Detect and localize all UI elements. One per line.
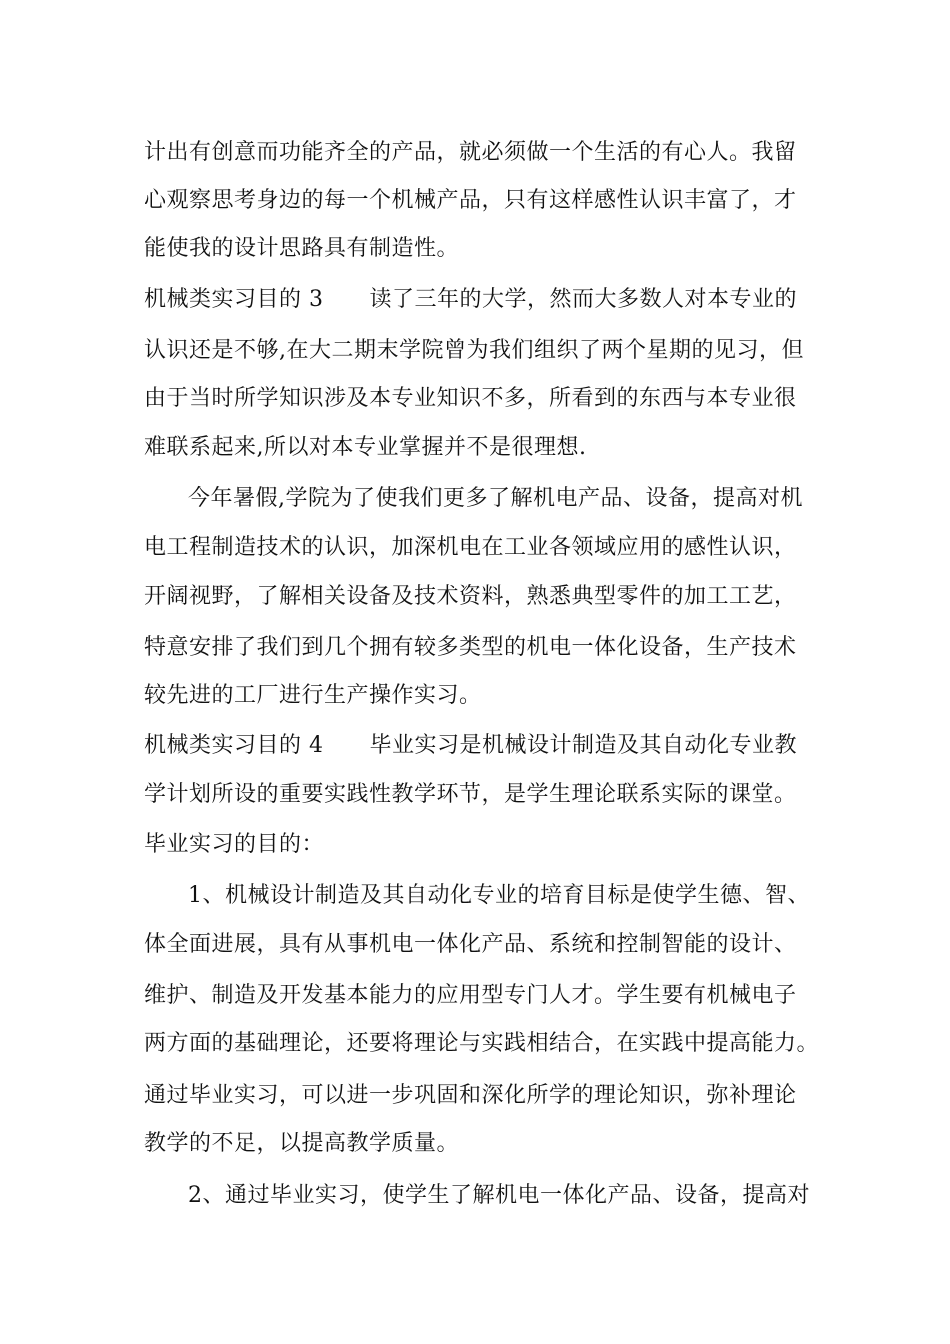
- section-heading-4: 机械类实习目的 4: [144, 733, 324, 758]
- text-line: 心观察思考身边的每一个机械产品，只有这样感性认识丰富了，才: [144, 188, 797, 213]
- text-line: 通过毕业实习，可以进一步巩固和深化所学的理论知识，弥补理论: [144, 1083, 797, 1108]
- text-line: 体全面进展，具有从事机电一体化产品、系统和控制智能的设计、: [144, 932, 797, 957]
- text-line: 认识还是不够,在大二期末学院曾为我们组织了两个星期的见习，但: [144, 338, 804, 363]
- text-line: 学计划所设的重要实践性教学环节，是学生理论联系实际的课堂。: [144, 782, 797, 807]
- text-line: 毕业实习是机械设计制造及其自动化专业教: [369, 733, 798, 758]
- text-line: 今年暑假,学院为了使我们更多了解机电产品、设备，提高对机: [188, 486, 803, 511]
- text-line: 1、机械设计制造及其自动化专业的培育目标是使学生德、智、: [188, 883, 810, 908]
- text-line: 电工程制造技术的认识，加深机电在工业各领域应用的感性认识，: [144, 535, 797, 560]
- text-line: 毕业实习的目的：: [144, 832, 325, 857]
- section-line-4: [144, 731, 797, 761]
- text-line: 难联系起来,所以对本专业掌握并不是很理想.: [144, 435, 587, 460]
- text-line: 读了三年的大学，然而大多数人对本专业的: [369, 287, 798, 312]
- text-line: 特意安排了我们到几个拥有较多类型的机电一体化设备，生产技术: [144, 635, 797, 660]
- section-heading-3: 机械类实习目的 3: [144, 287, 324, 312]
- text-line: 两方面的基础理论，还要将理论与实践相结合，在实践中提高能力。: [144, 1031, 820, 1056]
- text-line: 2、通过毕业实习，使学生了解机电一体化产品、设备，提高对: [188, 1183, 810, 1208]
- text-line: 由于当时所学知识涉及本专业知识不多，所看到的东西与本专业很: [144, 386, 797, 411]
- text-line: 维护、制造及开发基本能力的应用型专门人才。学生要有机械电子: [144, 983, 797, 1008]
- text-line: 计出有创意而功能齐全的产品，就必须做一个生活的有心人。我留: [144, 140, 797, 165]
- text-line: 较先进的工厂进行生产操作实习。: [144, 683, 482, 708]
- section-line-3: [144, 285, 797, 315]
- text-line: 能使我的设计思路具有制造性。: [144, 236, 460, 261]
- text-line: 开阔视野，了解相关设备及技术资料，熟悉典型零件的加工工艺，: [144, 584, 797, 609]
- text-line: 教学的不足，以提高教学质量。: [144, 1131, 460, 1156]
